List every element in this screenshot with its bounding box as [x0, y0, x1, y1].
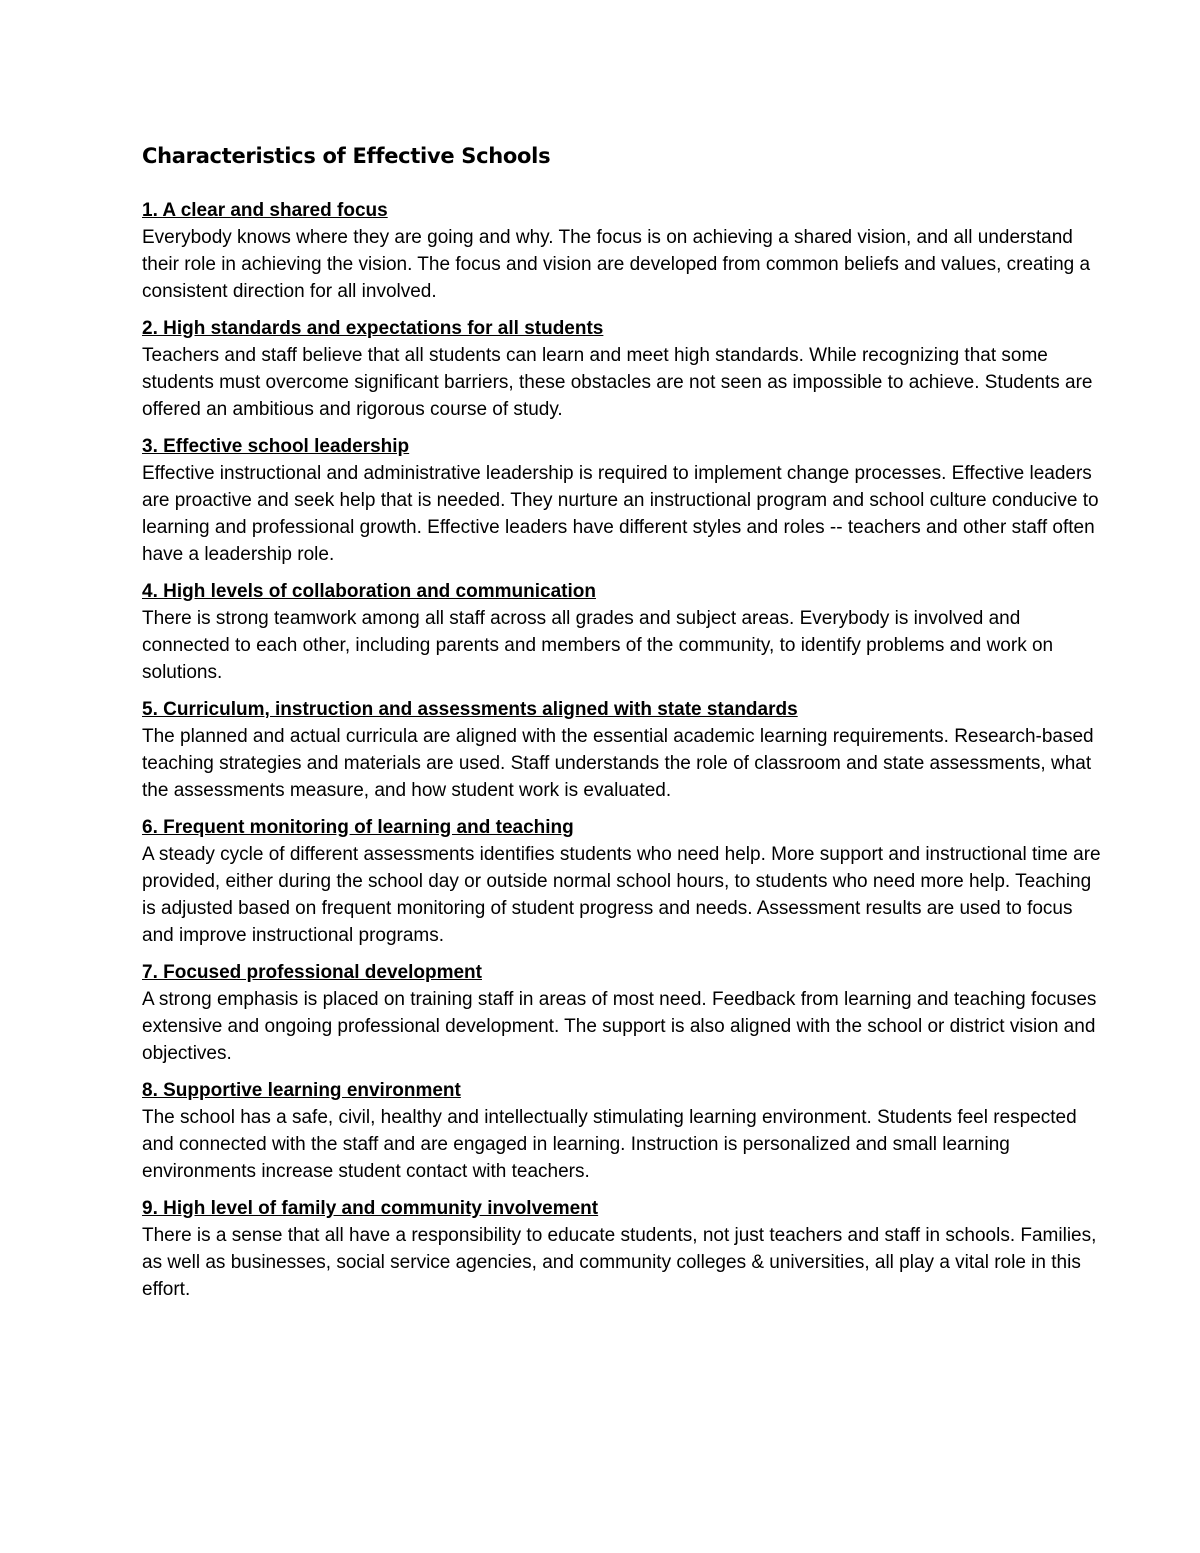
section-heading: 8. Supportive learning environment [142, 1080, 461, 1101]
section-clear-shared-focus [142, 198, 1102, 305]
section-heading: 2. High standards and expectations for all students [142, 318, 604, 339]
section-body: There is strong teamwork among all staff across all grades and subject areas. Everybody is involved and connected to each other, including parents and members of the community, to identify problems and work on solutions. [142, 608, 1054, 683]
section-family-community [142, 1196, 1102, 1303]
section-high-standards [142, 316, 1102, 423]
section-heading: 4. High levels of collaboration and communication [142, 581, 596, 602]
section-monitoring [142, 815, 1102, 949]
section-body: A steady cycle of different assessments identifies students who need help. More support and instructional time are provided, either during the school day or outside normal school hours, to students who need more help. Teaching is adjusted based on frequent monitoring of student progress and needs. Assessment results are used to focus and improve instructional programs. [142, 844, 1101, 946]
section-body: The planned and actual curricula are aligned with the essential academic learning requirements. Research-based teaching strategies and materials are used. Staff understands the role of classroom and state assessments, what the assessments measure, and how student work is evaluated. [142, 726, 1094, 801]
section-heading: 5. Curriculum, instruction and assessments aligned with state standards [142, 699, 798, 720]
section-heading: 1. A clear and shared focus [142, 200, 388, 221]
document-content [142, 140, 1102, 1314]
section-body: Everybody knows where they are going and why. The focus is on achieving a shared vision, and all understand their role in achieving the vision. The focus and vision are developed from common beliefs and values, creating a consistent direction for all involved. [142, 227, 1091, 302]
section-curriculum-alignment [142, 697, 1102, 804]
section-body: There is a sense that all have a responsibility to educate students, not just teachers and staff in schools. Families, as well as businesses, social service agencies, and community colleges & universities, all play a vital role in this effort. [142, 1225, 1097, 1300]
document-title: Characteristics of Effective Schools [142, 144, 551, 168]
section-learning-environment [142, 1078, 1102, 1185]
section-body: Effective instructional and administrative leadership is required to implement change processes. Effective leaders are proactive and seek help that is needed. They nurture an instructional program and school culture conducive to learning and professional growth. Effective leaders have different styles and roles -- teachers and other staff often have a leadership role. [142, 463, 1099, 565]
section-collaboration [142, 579, 1102, 686]
section-school-leadership [142, 434, 1102, 568]
section-heading: 3. Effective school leadership [142, 436, 410, 457]
section-heading: 6. Frequent monitoring of learning and teaching [142, 817, 574, 838]
section-professional-development [142, 960, 1102, 1067]
section-body: Teachers and staff believe that all students can learn and meet high standards. While recognizing that some students must overcome significant barriers, these obstacles are not seen as impossible to achieve. Students are offered an ambitious and rigorous course of study. [142, 345, 1093, 420]
section-heading: 7. Focused professional development [142, 962, 482, 983]
section-heading: 9. High level of family and community involvement [142, 1198, 599, 1219]
section-body: The school has a safe, civil, healthy and intellectually stimulating learning environment. Students feel respected and connected with the staff and are engaged in learning. Instruction is personalized and small learning environments increase student contact with teachers. [142, 1107, 1077, 1182]
section-body: A strong emphasis is placed on training staff in areas of most need. Feedback from learning and teaching focuses extensive and ongoing professional development. The support is also aligned with the school or district vision and objectives. [142, 989, 1097, 1064]
